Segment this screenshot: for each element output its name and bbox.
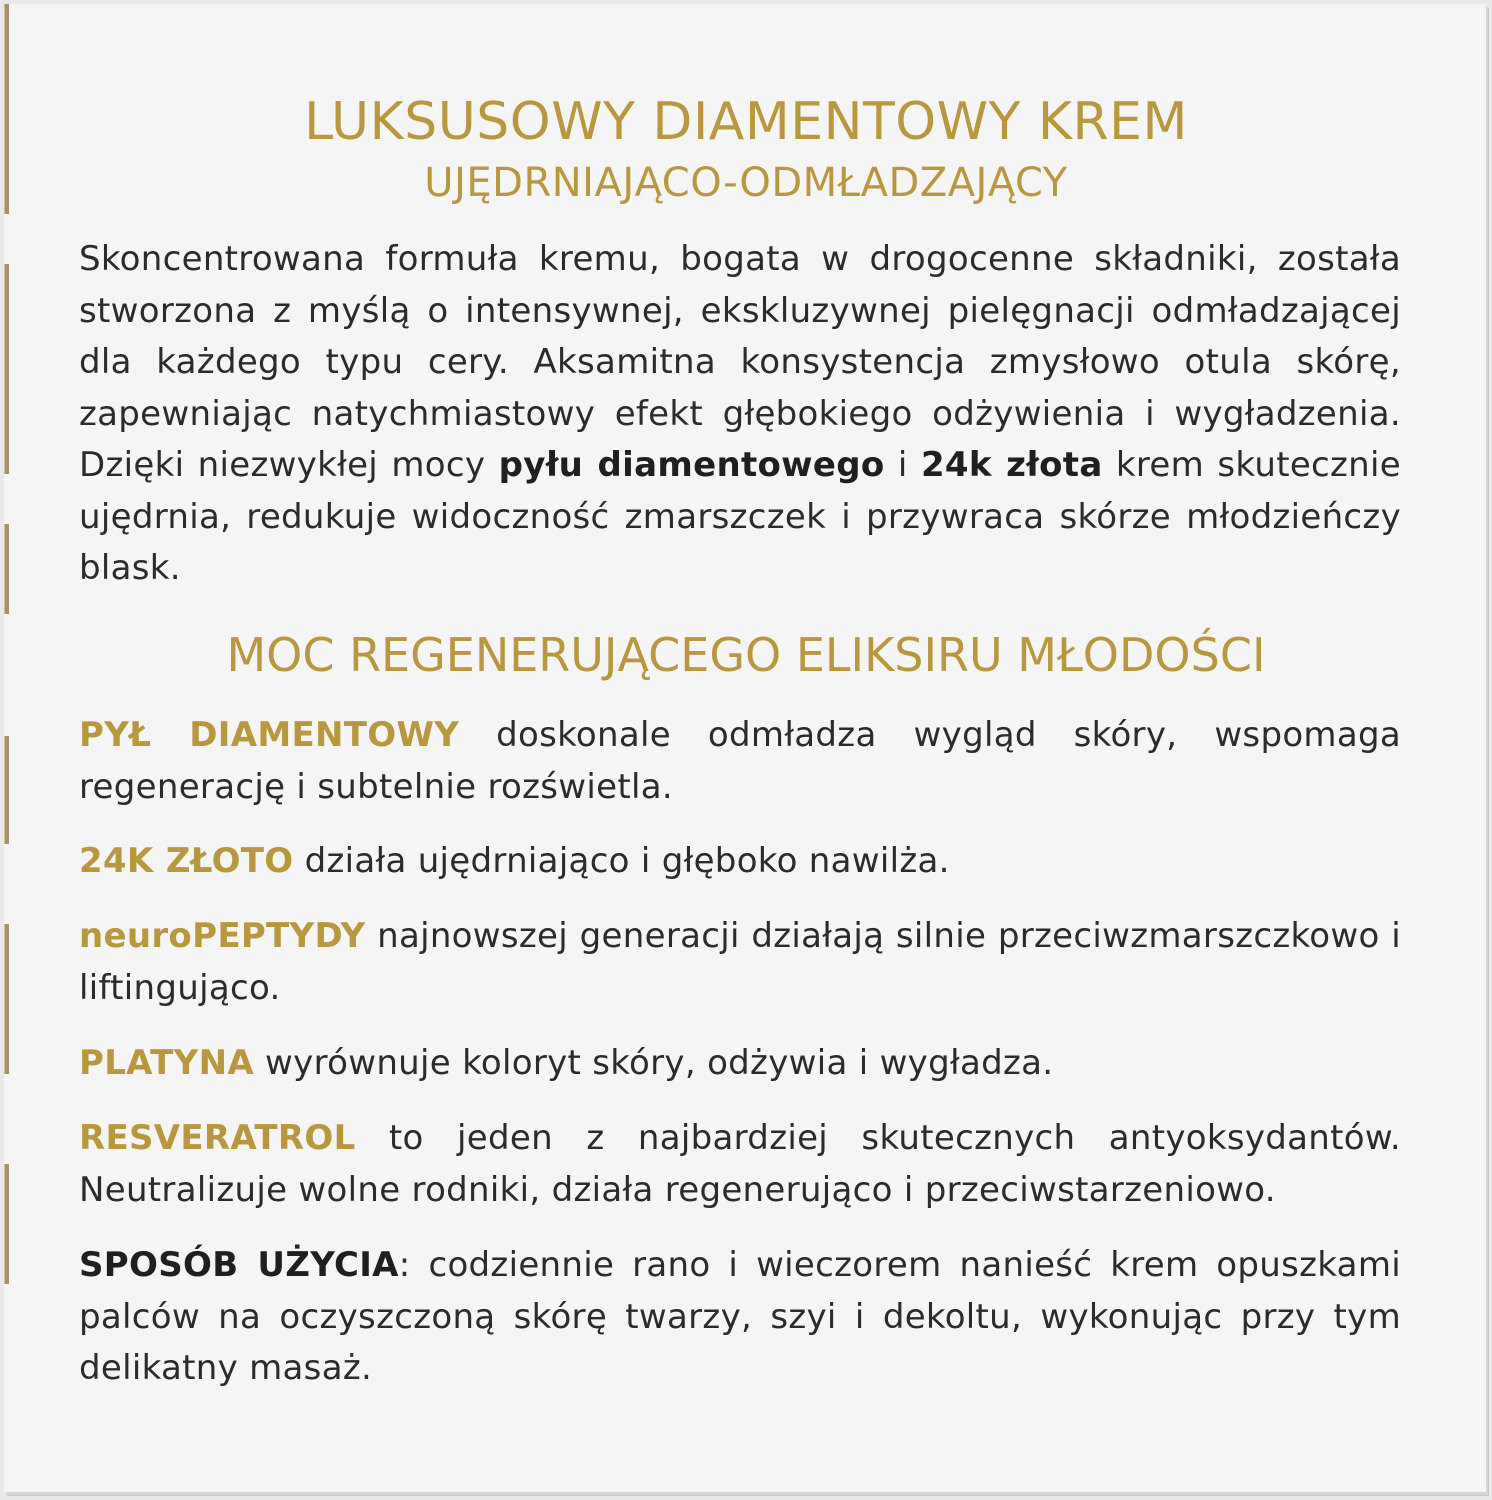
ingredient-name: RESVERATROL (79, 1118, 356, 1158)
usage-label: SPOSÓB UŻYCIA (79, 1245, 399, 1285)
ingredient-name: PLATYNA (79, 1043, 254, 1083)
gold-edge-segment (4, 524, 9, 614)
gold-edge-segment (4, 736, 9, 844)
ingredient-description: najnowszej generacji działają silnie przeciwzmarszczkowo i liftingująco. (79, 916, 1401, 1008)
usage-instructions (79, 1240, 1401, 1395)
product-title: LUKSUSOWY DIAMENTOWY KREM (304, 92, 1188, 152)
ingredient-item (79, 836, 1401, 888)
intro-bold-gold: 24k złota (920, 445, 1103, 485)
intro-text: i (884, 445, 921, 485)
ingredient-name: PYŁ DIAMENTOWY (79, 715, 460, 755)
usage-text: : codziennie rano i wieczorem nanieść krem opuszkami palców na oczyszczoną skórę twarzy, szyi i dekoltu, wykonując przy tym delikatny masaż. (79, 1245, 1401, 1388)
gold-edge-segment (4, 264, 9, 474)
ingredient-description: wyrównuje koloryt skóry, odżywia i wygładza. (253, 1043, 1054, 1083)
ingredient-name: neuroPEPTYDY (79, 916, 366, 956)
ingredient-name: 24K ZŁOTO (79, 841, 294, 881)
ingredient-item (79, 1038, 1401, 1090)
intro-paragraph (79, 234, 1401, 595)
ingredient-description: to jeden z najbardziej skutecznych antyoksydantów. Neutralizuje wolne rodniki, działa regenerująco i przeciwstarzeniowo. (79, 1118, 1401, 1210)
ingredient-description: działa ujędrniająco i głęboko nawilża. (293, 841, 950, 881)
intro-text: krem skutecznie ujędrnia, redukuje widoczność zmarszczek i przywraca skórze młodzieńczy blask. (79, 445, 1401, 588)
ingredient-item (79, 1113, 1401, 1216)
section-heading: MOC REGENERUJĄCEGO ELIKSIRU MŁODOŚCI (226, 628, 1266, 682)
ingredient-description: doskonale odmładza wygląd skóry, wspomaga regenerację i subtelnie rozświetla. (79, 715, 1401, 807)
product-subtitle: UJĘDRNIAJĄCO-ODMŁADZAJĄCY (424, 160, 1068, 206)
gold-edge-segment (4, 924, 9, 1074)
gold-edge-segment (4, 1164, 9, 1284)
intro-bold-diamond: pyłu diamentowego (498, 445, 885, 485)
intro-text: Skoncentrowana formuła kremu, bogata w drogocenne składniki, została stworzona z myślą o intensywnej, ekskluzywnej pielęgnacji odmładzającej dla każdego typu cery. Aksamitna konsystencja zmysłowo otula skórę, zapewniając natychmiastowy efekt głębokiego odżywienia i wygładzenia. Dzięki niezwykłej mocy (79, 239, 1401, 485)
ingredient-item (79, 911, 1401, 1014)
ingredient-item (79, 710, 1401, 813)
